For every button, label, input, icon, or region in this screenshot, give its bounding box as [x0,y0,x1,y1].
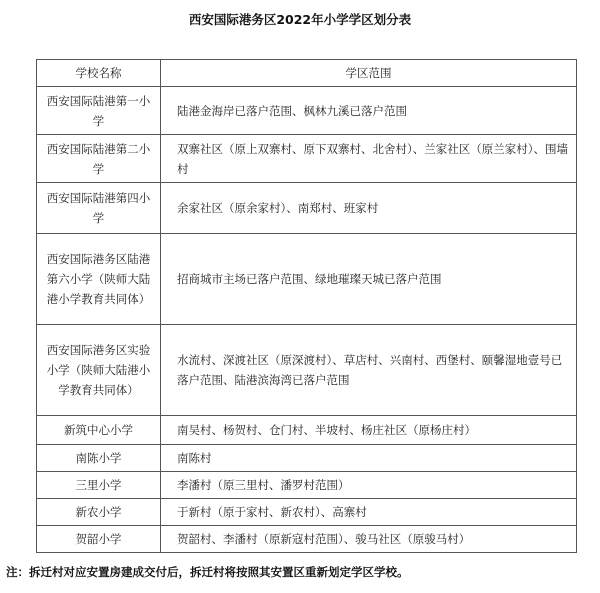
school-name-cell: 西安国际港务区陆港第六小学（陕师大陆港小学教育共同体） [37,234,161,325]
school-name-cell: 贺韶小学 [37,526,161,553]
school-zone-table [36,59,577,553]
table-row [37,87,577,135]
header-school-name: 学校名称 [37,60,161,87]
table-row [37,234,577,325]
table-row [37,416,577,445]
footnote: 注：拆迁村对应安置房建成交付后，拆迁村将按照其安置区重新划定学区学校。 [6,565,409,579]
zone-range-cell: 于新村（原于家村、新农村）、高寨村 [161,499,577,526]
table-header-row [37,60,577,87]
school-name-cell: 三里小学 [37,472,161,499]
school-name-cell: 南陈小学 [37,445,161,472]
school-name-cell: 新筑中心小学 [37,416,161,445]
school-name-cell: 西安国际港务区实验小学（陕师大陆港小学教育共同体） [37,325,161,416]
zone-range-cell: 水流村、深渡社区（原深渡村）、草店村、兴南村、西堡村、颐馨湿地壹号已落户范围、陆港滨海湾已落户范围 [161,325,577,416]
zone-range-cell: 余家社区（原余家村）、南郑村、班家村 [161,183,577,234]
table-row [37,183,577,234]
school-name-cell: 西安国际陆港第二小学 [37,135,161,183]
table-row [37,135,577,183]
table-row [37,499,577,526]
zone-range-cell: 李潘村（原三里村、潘罗村范围） [161,472,577,499]
table-row [37,472,577,499]
zone-range-cell: 陆港金海岸已落户范围、枫林九溪已落户范围 [161,87,577,135]
school-name-cell: 新农小学 [37,499,161,526]
zone-range-cell: 南吴村、杨贺村、仓门村、半坡村、杨庄社区（原杨庄村） [161,416,577,445]
page-title: 西安国际港务区2022年小学学区划分表 [188,12,412,27]
zone-range-cell: 贺韶村、李潘村（原新寇村范围）、骏马社区（原骏马村） [161,526,577,553]
table-row [37,325,577,416]
zone-range-cell: 南陈村 [161,445,577,472]
zone-range-cell: 双寨社区（原上双寨村、原下双寨村、北舍村）、兰家社区（原兰家村）、围墙村 [161,135,577,183]
table-row [37,526,577,553]
zone-range-cell: 招商城市主场已落户范围、绿地璀璨天城已落户范围 [161,234,577,325]
table-row [37,445,577,472]
school-name-cell: 西安国际陆港第一小学 [37,87,161,135]
school-name-cell: 西安国际陆港第四小学 [37,183,161,234]
header-zone-range: 学区范围 [161,60,577,87]
